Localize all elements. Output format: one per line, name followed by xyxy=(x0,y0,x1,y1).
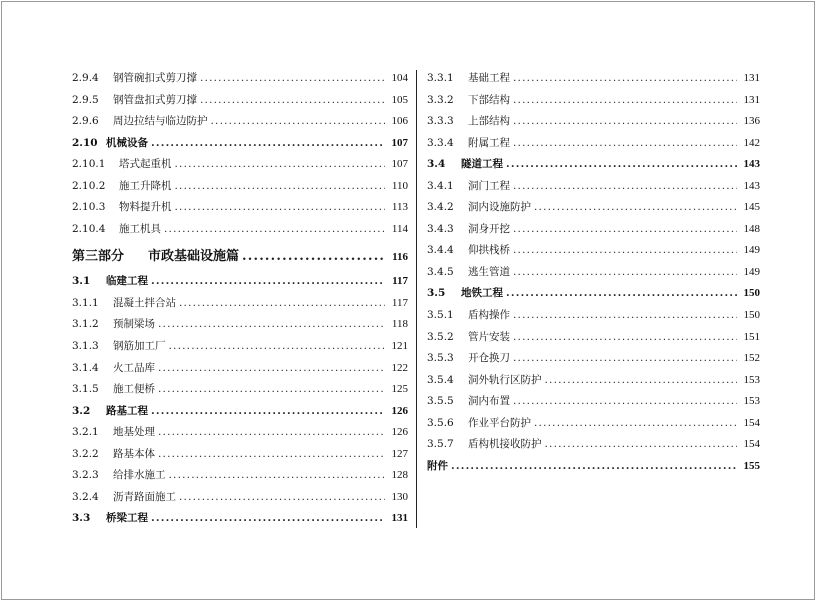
toc-entry-number: 3.4.4 xyxy=(427,244,454,257)
dot-leader xyxy=(158,358,385,380)
toc-entry-page-number: 110 xyxy=(391,179,408,192)
toc-entry-number: 3.2.2 xyxy=(72,447,99,460)
toc-entry-page-number: 126 xyxy=(391,426,408,439)
toc-entry-page-number: 145 xyxy=(743,201,760,214)
toc-entry[interactable] xyxy=(427,348,760,370)
toc-entry-page-number: 113 xyxy=(391,201,408,214)
toc-entry-page-number: 142 xyxy=(743,136,760,149)
toc-entry-title: 周边拉结与临边防护 xyxy=(113,115,208,128)
dot-leader xyxy=(513,327,737,349)
toc-entry-page-number: 105 xyxy=(391,93,408,106)
toc-entry[interactable] xyxy=(72,465,408,487)
dot-leader xyxy=(211,111,386,133)
toc-entry-title: 火工品库 xyxy=(113,361,155,374)
toc-right-column xyxy=(427,68,760,477)
dot-leader xyxy=(513,240,737,262)
dot-leader xyxy=(158,422,385,444)
toc-entry-title: 临建工程 xyxy=(106,275,148,288)
toc-entry-title: 塔式起重机 xyxy=(119,158,172,171)
toc-entry-title: 施工升降机 xyxy=(119,179,172,192)
toc-entry-page-number: 143 xyxy=(743,158,760,171)
toc-entry-number: 2.9.5 xyxy=(72,93,99,106)
dot-leader xyxy=(506,154,737,176)
toc-entry-title: 物料提升机 xyxy=(119,201,172,214)
toc-entry-title: 仰拱栈桥 xyxy=(468,244,510,257)
toc-entry-page-number: 116 xyxy=(392,251,408,264)
toc-entry[interactable] xyxy=(72,401,408,423)
dot-leader xyxy=(158,379,385,401)
dot-leader xyxy=(534,413,737,435)
dot-leader xyxy=(506,283,737,305)
toc-entry-title: 沥青路面施工 xyxy=(113,490,176,503)
toc-entry[interactable] xyxy=(427,327,760,349)
toc-entry-number: 3.1.1 xyxy=(72,296,99,309)
toc-entry-number: 3.3 xyxy=(72,512,91,525)
dot-leader xyxy=(179,487,385,509)
toc-entry-number: 3.5.7 xyxy=(427,438,454,451)
toc-entry-page-number: 104 xyxy=(391,72,408,84)
toc-entry[interactable] xyxy=(72,176,408,198)
toc-entry-page-number: 127 xyxy=(391,447,408,460)
toc-entry-title: 开仓换刀 xyxy=(468,352,510,365)
toc-entry-page-number: 149 xyxy=(743,244,760,257)
dot-leader xyxy=(545,370,738,392)
toc-entry[interactable] xyxy=(72,90,408,112)
toc-entry[interactable] xyxy=(427,154,760,176)
toc-entry-number: 3.1.4 xyxy=(72,361,99,374)
toc-entry[interactable] xyxy=(72,422,408,444)
toc-entry-title: 施工机具 xyxy=(119,222,161,235)
toc-entry-title: 基础工程 xyxy=(468,72,510,84)
toc-entry-page-number: 114 xyxy=(391,222,408,235)
dot-leader xyxy=(534,197,737,219)
toc-entry-title: 钢筋加工厂 xyxy=(113,340,166,353)
toc-entry-number: 2.10.1 xyxy=(72,158,106,171)
toc-entry-page-number: 153 xyxy=(743,395,760,408)
toc-entry-title: 地基处理 xyxy=(113,426,155,439)
dot-leader xyxy=(151,508,385,530)
toc-entry-title: 下部结构 xyxy=(468,93,510,106)
dot-leader xyxy=(151,133,385,155)
toc-entry-page-number: 152 xyxy=(743,352,760,365)
toc-entry-number: 3.1.2 xyxy=(72,318,99,331)
toc-entry-number: 3.1 xyxy=(72,275,91,288)
toc-entry[interactable] xyxy=(72,379,408,401)
toc-entry[interactable] xyxy=(72,154,408,176)
dot-leader xyxy=(513,348,737,370)
toc-entry-page-number: 131 xyxy=(743,72,760,84)
toc-entry-title: 管片安装 xyxy=(468,330,510,343)
toc-entry-number: 3.5.4 xyxy=(427,373,454,386)
dot-leader xyxy=(513,90,737,112)
toc-entry[interactable] xyxy=(427,262,760,284)
toc-entry-number: 2.10.3 xyxy=(72,201,106,214)
dot-leader xyxy=(175,176,386,198)
toc-entry-title: 洞内设施防护 xyxy=(468,201,531,214)
dot-leader xyxy=(151,271,385,293)
toc-entry-title: 路基工程 xyxy=(106,404,148,417)
toc-entry[interactable] xyxy=(72,197,408,219)
toc-entry[interactable] xyxy=(72,336,408,358)
toc-entry-number: 2.9.6 xyxy=(72,115,99,128)
toc-entry-title: 洞外轨行区防护 xyxy=(468,373,542,386)
toc-entry-number: 2.9.4 xyxy=(72,72,99,84)
dot-leader xyxy=(164,219,385,241)
toc-entry[interactable] xyxy=(427,197,760,219)
dot-leader xyxy=(169,336,386,358)
toc-entry-page-number: 128 xyxy=(391,469,408,482)
toc-entry-page-number: 149 xyxy=(743,265,760,278)
toc-entry-title: 地铁工程 xyxy=(461,287,503,300)
toc-entry-page-number: 126 xyxy=(391,404,408,417)
toc-entry-title: 作业平台防护 xyxy=(468,416,531,429)
dot-leader xyxy=(179,293,385,315)
toc-entry[interactable] xyxy=(72,358,408,380)
toc-entry[interactable] xyxy=(427,434,760,456)
toc-entry-title: 路基本体 xyxy=(113,447,155,460)
dot-leader xyxy=(200,90,385,112)
toc-entry-number: 3.5 xyxy=(427,287,446,300)
toc-entry-number: 3.4.1 xyxy=(427,179,454,192)
toc-entry[interactable] xyxy=(72,68,408,90)
toc-entry[interactable] xyxy=(72,293,408,315)
toc-entry-number: 3.2.1 xyxy=(72,426,99,439)
dot-leader xyxy=(158,314,385,336)
dot-leader xyxy=(175,197,386,219)
toc-entry-title: 钢管碗扣式剪刀撑 xyxy=(113,72,197,84)
toc-entry-page-number: 121 xyxy=(391,340,408,353)
toc-entry-number: 3.4 xyxy=(427,158,446,171)
toc-left-column xyxy=(72,68,408,530)
toc-entry[interactable] xyxy=(72,111,408,133)
toc-entry[interactable] xyxy=(427,413,760,435)
toc-entry[interactable] xyxy=(72,219,408,241)
toc-entry-number: 3.5.2 xyxy=(427,330,454,343)
toc-entry-number: 3.1.5 xyxy=(72,383,99,396)
toc-entry-page-number: 106 xyxy=(391,115,408,128)
toc-entry-title: 洞身开挖 xyxy=(468,222,510,235)
toc-entry-page-number: 150 xyxy=(743,287,760,300)
toc-entry-title: 盾构机接收防护 xyxy=(468,438,542,451)
toc-entry-page-number: 143 xyxy=(743,179,760,192)
toc-entry[interactable] xyxy=(72,314,408,336)
toc-entry-page-number: 122 xyxy=(391,361,408,374)
toc-entry[interactable] xyxy=(427,176,760,198)
toc-entry-number: 3.3.1 xyxy=(427,72,454,84)
toc-entry-page-number: 150 xyxy=(743,309,760,322)
toc-page xyxy=(1,1,815,600)
toc-entry-title: 桥梁工程 xyxy=(106,512,148,525)
dot-leader xyxy=(242,243,385,270)
toc-entry[interactable] xyxy=(427,370,760,392)
toc-entry[interactable] xyxy=(72,133,408,155)
toc-entry-page-number: 117 xyxy=(392,275,408,288)
toc-entry-title: 附属工程 xyxy=(468,136,510,149)
toc-entry-title: 预制梁场 xyxy=(113,318,155,331)
toc-entry-number: 3.5.1 xyxy=(427,309,454,322)
toc-entry-number: 第三部分 xyxy=(72,249,125,265)
toc-entry-title: 市政基础设施篇 xyxy=(148,249,240,265)
toc-entry-number: 3.2.3 xyxy=(72,469,99,482)
toc-entry-number: 3.3.2 xyxy=(427,93,454,106)
toc-entry-page-number: 148 xyxy=(743,222,760,235)
dot-leader xyxy=(545,434,738,456)
toc-entry-title: 上部结构 xyxy=(468,115,510,128)
toc-entry-number: 2.10 xyxy=(72,136,98,149)
toc-entry[interactable] xyxy=(427,283,760,305)
toc-entry-page-number: 154 xyxy=(743,416,760,429)
toc-entry-page-number: 131 xyxy=(743,93,760,106)
toc-entry-page-number: 154 xyxy=(743,438,760,451)
toc-entry-number: 3.5.3 xyxy=(427,352,454,365)
dot-leader xyxy=(513,111,737,133)
dot-leader xyxy=(513,305,737,327)
toc-entry[interactable] xyxy=(427,219,760,241)
toc-entry-number: 3.1.3 xyxy=(72,340,99,353)
toc-entry-number: 3.3.4 xyxy=(427,136,454,149)
toc-entry-number: 3.2.4 xyxy=(72,490,99,503)
toc-entry-title: 施工便桥 xyxy=(113,383,155,396)
toc-entry-title: 机械设备 xyxy=(106,136,148,149)
toc-entry[interactable] xyxy=(72,487,408,509)
dot-leader xyxy=(513,133,737,155)
toc-entry-title: 洞内布置 xyxy=(468,395,510,408)
toc-entry[interactable] xyxy=(427,305,760,327)
toc-entry-number: 3.3.3 xyxy=(427,115,454,128)
toc-entry-number: 2.10.4 xyxy=(72,222,106,235)
dot-leader xyxy=(158,444,385,466)
toc-entry[interactable] xyxy=(72,271,408,293)
toc-entry-title: 逃生管道 xyxy=(468,265,510,278)
toc-entry[interactable] xyxy=(72,243,408,270)
toc-entry-page-number: 130 xyxy=(391,490,408,503)
toc-entry[interactable] xyxy=(72,508,408,530)
toc-entry-number: 3.5.5 xyxy=(427,395,454,408)
toc-entry-page-number: 151 xyxy=(743,330,760,343)
toc-entry-title: 混凝土拌合站 xyxy=(113,296,176,309)
toc-entry[interactable] xyxy=(427,391,760,413)
toc-entry-title: 附件 xyxy=(427,459,448,472)
dot-leader xyxy=(513,219,737,241)
toc-entry[interactable] xyxy=(427,111,760,133)
toc-entry-title: 钢管盘扣式剪刀撑 xyxy=(113,93,197,106)
toc-entry-page-number: 107 xyxy=(391,158,408,171)
dot-leader xyxy=(451,456,737,478)
toc-entry[interactable] xyxy=(427,68,760,90)
toc-entry-number: 3.4.3 xyxy=(427,222,454,235)
dot-leader xyxy=(175,154,386,176)
toc-entry-page-number: 107 xyxy=(391,136,408,149)
toc-entry-number: 3.5.6 xyxy=(427,416,454,429)
toc-entry-number: 3.4.5 xyxy=(427,265,454,278)
dot-leader xyxy=(151,401,385,423)
toc-entry-title: 隧道工程 xyxy=(461,158,503,171)
toc-entry-title: 盾构操作 xyxy=(468,309,510,322)
toc-entry-number: 3.2 xyxy=(72,404,91,417)
toc-entry-number: 2.10.2 xyxy=(72,179,106,192)
toc-entry-page-number: 117 xyxy=(391,296,408,309)
toc-entry[interactable] xyxy=(72,444,408,466)
toc-entry-title: 给排水施工 xyxy=(113,469,166,482)
toc-entry-page-number: 153 xyxy=(743,373,760,386)
dot-leader xyxy=(200,68,385,90)
toc-entry-page-number: 118 xyxy=(391,318,408,331)
toc-entry-page-number: 131 xyxy=(391,512,408,525)
column-divider xyxy=(416,70,417,528)
dot-leader xyxy=(169,465,386,487)
dot-leader xyxy=(513,262,737,284)
toc-entry[interactable] xyxy=(427,90,760,112)
dot-leader xyxy=(513,68,737,90)
toc-entry-page-number: 125 xyxy=(391,383,408,396)
toc-entry-page-number: 136 xyxy=(743,115,760,128)
toc-entry-page-number: 155 xyxy=(743,459,760,472)
toc-entry[interactable] xyxy=(427,133,760,155)
dot-leader xyxy=(513,176,737,198)
toc-entry-number: 3.4.2 xyxy=(427,201,454,214)
toc-entry-title: 洞门工程 xyxy=(468,179,510,192)
toc-entry[interactable] xyxy=(427,240,760,262)
toc-entry[interactable] xyxy=(427,456,760,478)
dot-leader xyxy=(513,391,737,413)
